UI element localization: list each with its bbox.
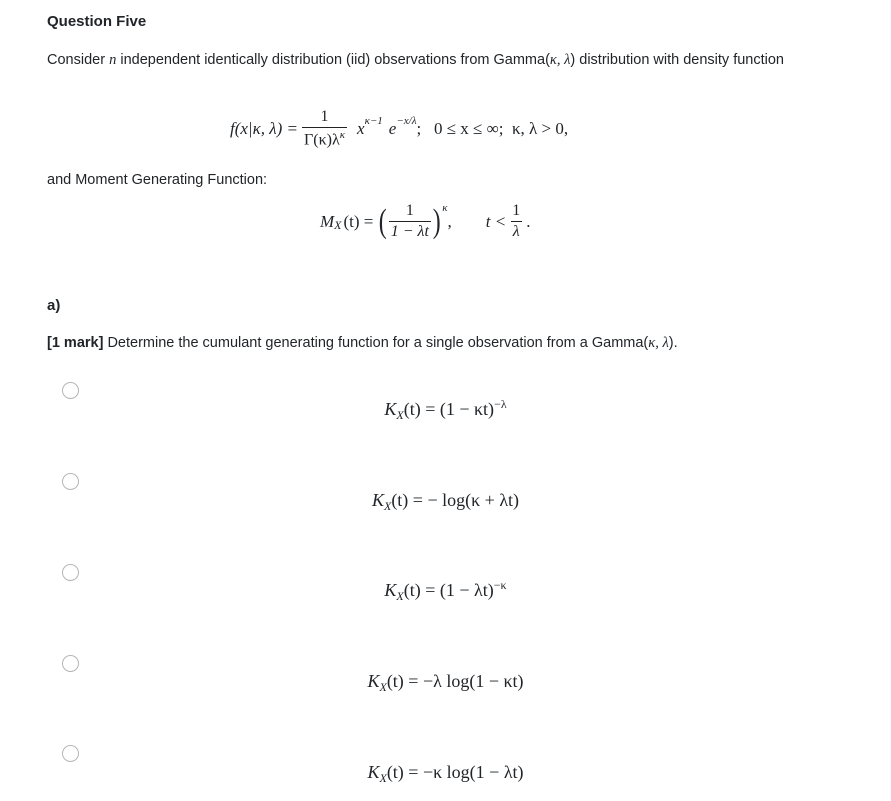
mgf-paren-close: ) (432, 202, 441, 240)
option-5-mid: (t) = −κ log(1 − λt) (386, 762, 524, 782)
density-frac-den-sup: κ (339, 129, 346, 141)
mgf-frac-num: 1 (405, 202, 414, 219)
option-2-sub: X (383, 499, 392, 513)
part-label: a) (47, 297, 61, 314)
intro-text-2: independent identically distribution (iid) observations from Gamma( (116, 52, 550, 68)
option-1-sup: −λ (494, 397, 507, 411)
mgf-comma: , (447, 211, 452, 231)
mgf-cond-end: . (526, 211, 531, 231)
option-3-base: K (384, 580, 397, 600)
mgf-power: κ (442, 201, 448, 214)
mgf-cond-fraction (510, 202, 522, 241)
density-formula (230, 108, 568, 149)
mgf-fraction (389, 202, 431, 241)
question-text: Determine the cumulant generating function for a single observation from a Gamma( (103, 335, 649, 351)
intro-n: n (109, 52, 117, 68)
option-2-mid: (t) = − log(κ + λt) (391, 490, 520, 510)
option-3-sub: X (396, 589, 404, 603)
marks-label: [1 mark] (47, 335, 104, 351)
question-title: Question Five (47, 13, 147, 30)
density-lhs: f(x|κ, λ) = (230, 118, 299, 138)
part-question (47, 332, 678, 355)
option-2-base: K (371, 490, 384, 510)
option-4-formula (0, 669, 891, 692)
mgf-cond-lhs: t < (485, 211, 507, 231)
density-domain: ; 0 ≤ x ≤ ∞; κ, λ > 0, (416, 118, 569, 138)
option-1-mid: (t) = (1 − κt) (403, 399, 495, 419)
option-1-sub: X (396, 408, 404, 422)
mgf-cond-num: 1 (512, 202, 521, 219)
density-x-sup: κ−1 (364, 114, 383, 127)
mgf-intro: and Moment Generating Function: (47, 172, 268, 188)
option-3-mid: (t) = (1 − λt) (403, 580, 494, 600)
mgf-lhs: M (320, 211, 335, 231)
density-frac-den-base: Γ(κ)λ (304, 131, 340, 149)
intro-params: κ, λ (549, 52, 571, 68)
mgf-lhs-rest: (t) = (343, 211, 374, 231)
option-5-base: K (367, 762, 380, 782)
option-4-sub: X (379, 680, 387, 694)
density-e-sup: −x/λ (396, 114, 417, 127)
mgf-lhs-sub: X (334, 218, 342, 232)
option-3-sup: −κ (493, 578, 507, 592)
option-1-formula (0, 397, 891, 420)
density-e: e (388, 118, 397, 138)
question-end: ). (668, 335, 678, 351)
mgf-cond-den: λ (512, 223, 520, 240)
option-4-base: K (367, 671, 380, 691)
density-frac-num: 1 (320, 108, 329, 125)
intro-text-3: ) distribution with density function (570, 52, 784, 68)
mgf-paren-open: ( (379, 202, 388, 240)
option-5-formula (0, 760, 891, 783)
mgf-formula (320, 202, 530, 241)
option-3-formula (0, 578, 891, 601)
option-1-base: K (384, 399, 397, 419)
question-params: κ, λ (648, 335, 669, 351)
density-x: x (357, 118, 365, 138)
question-intro (47, 49, 847, 72)
option-2-formula (0, 488, 891, 511)
density-fraction (302, 108, 347, 149)
intro-text-1: Consider (47, 52, 110, 68)
option-4-mid: (t) = −λ log(1 − κt) (386, 671, 524, 691)
mgf-frac-den: 1 − λt (390, 223, 429, 240)
option-5-sub: X (379, 771, 387, 785)
density-frac-den (302, 127, 347, 149)
